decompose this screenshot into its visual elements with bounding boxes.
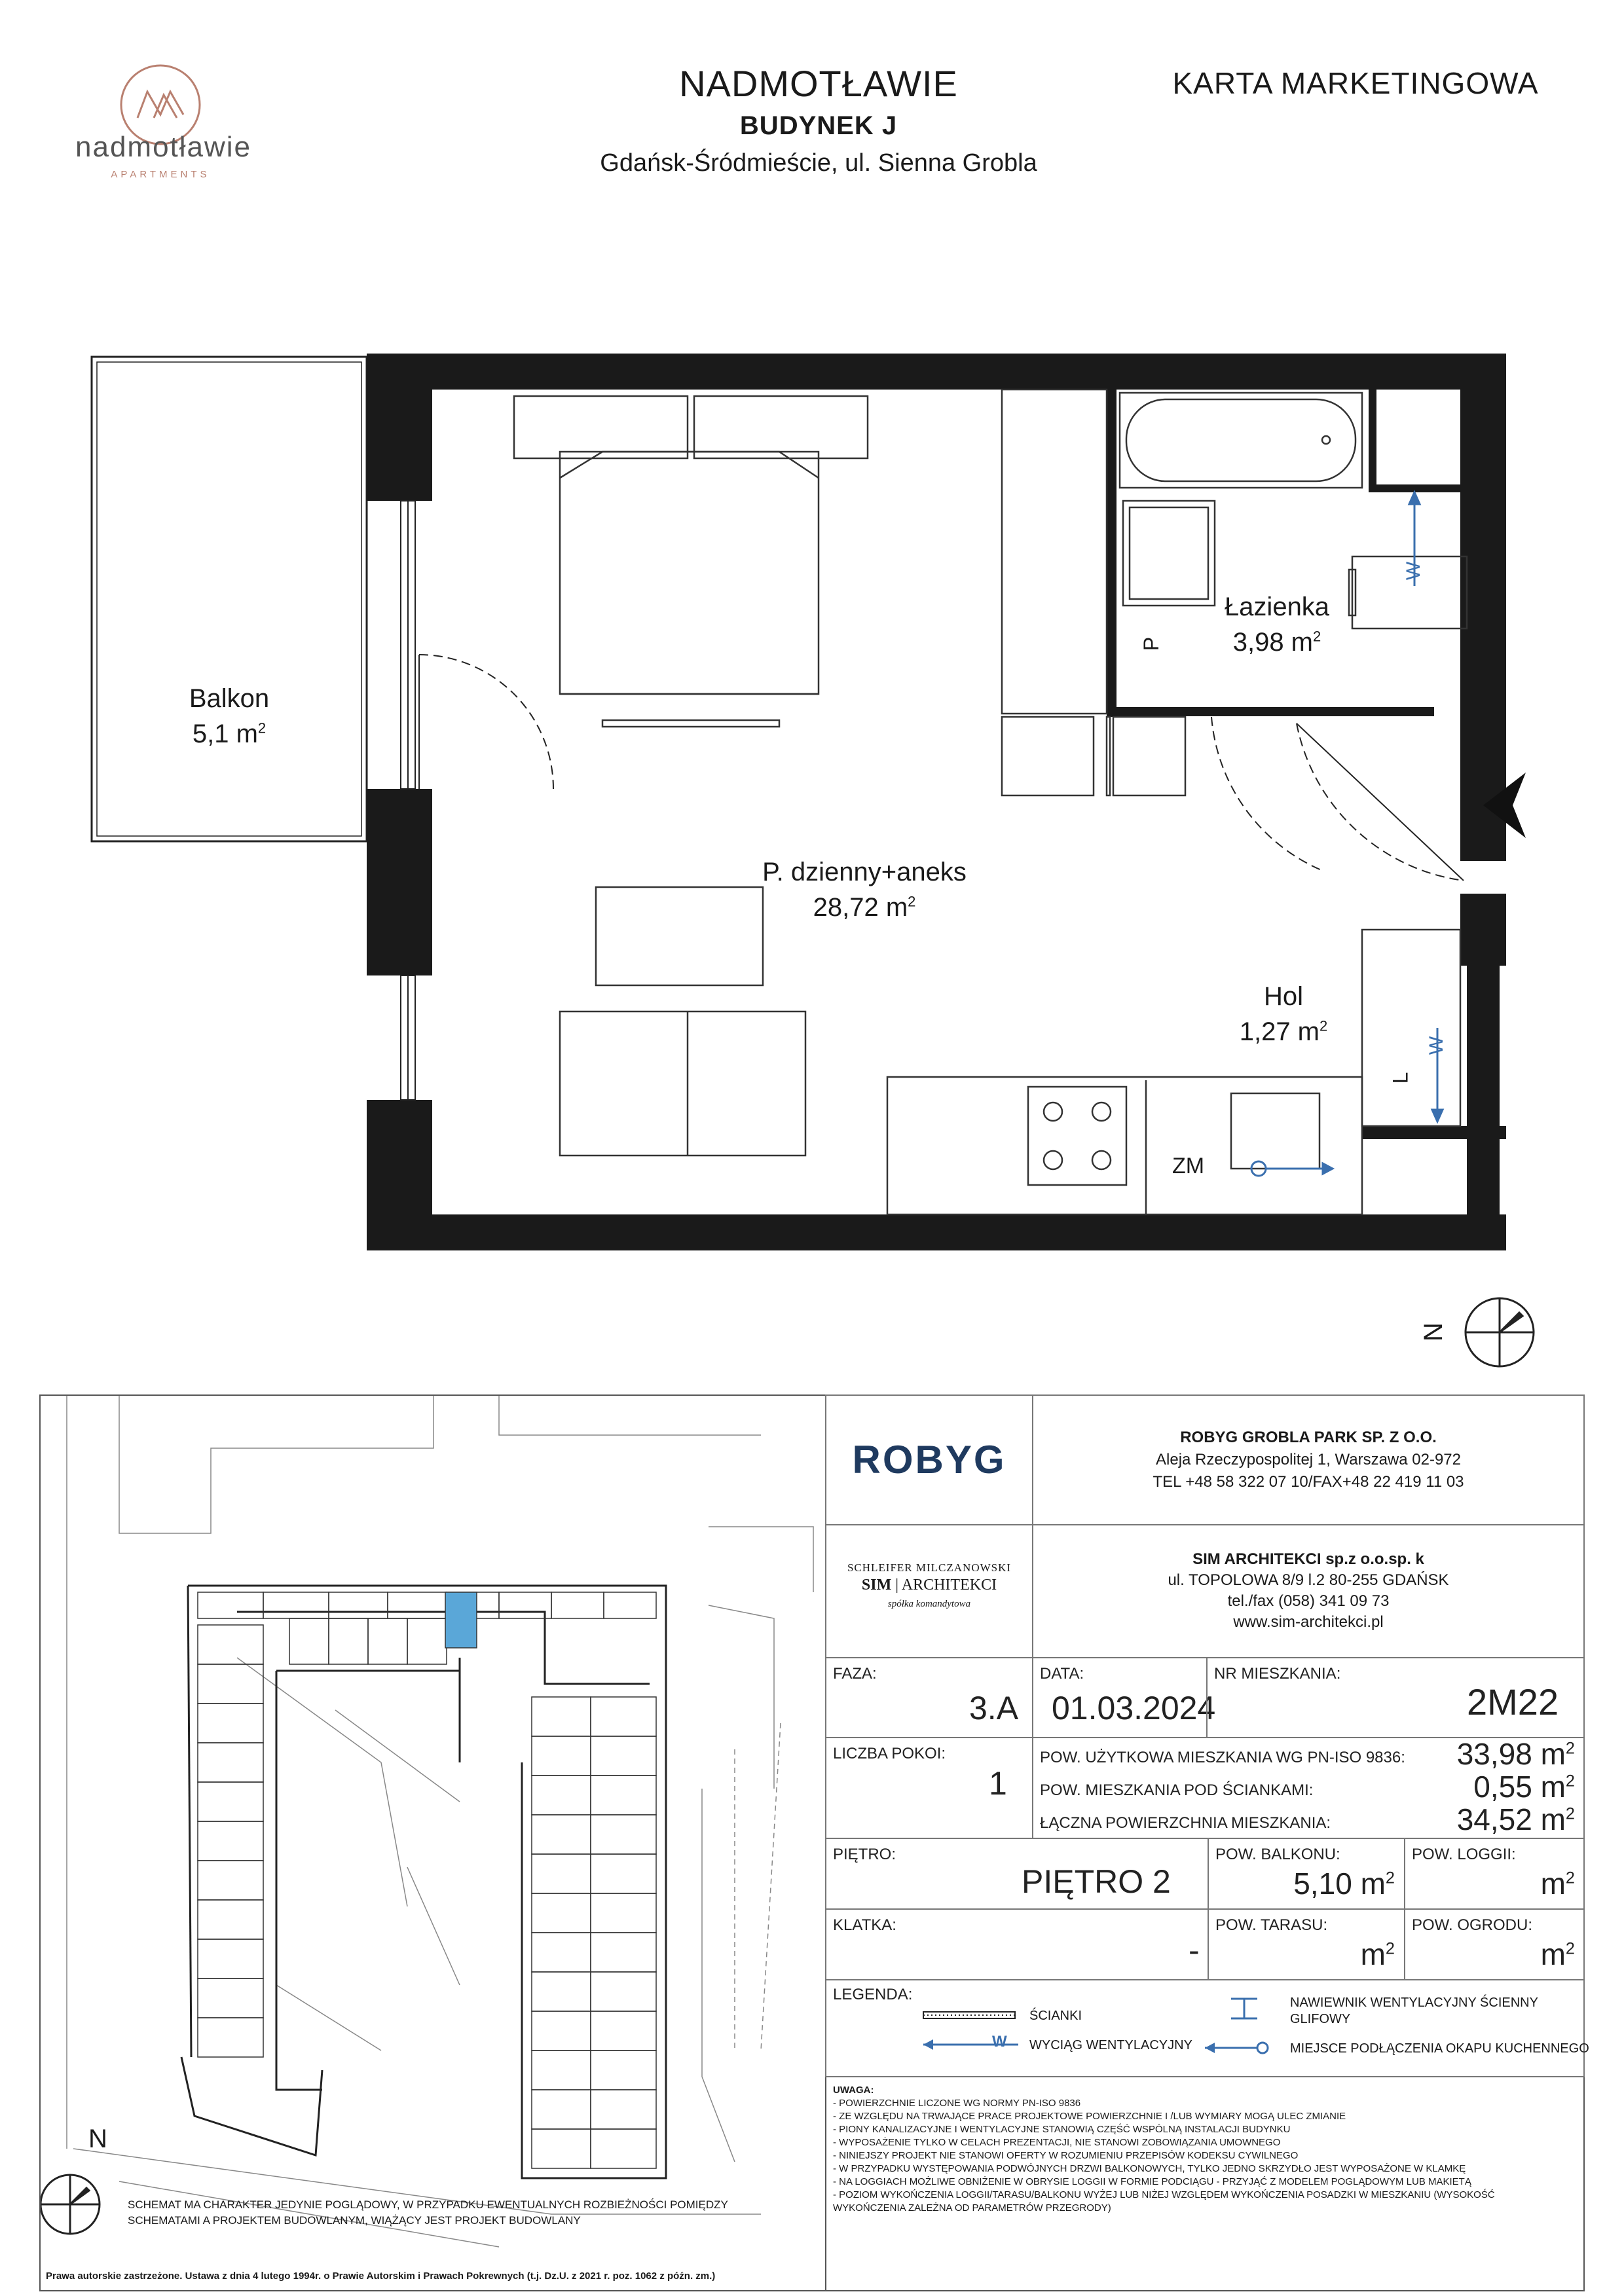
bath-mark-p: P — [1139, 636, 1164, 651]
hall-name: Hol — [1263, 982, 1304, 1011]
balcony-area: 5,1 $m^2$ — [192, 720, 267, 748]
scianki-value: 0,55 $m^2$ — [1473, 1770, 1575, 1804]
balcony-name: Balkon — [189, 684, 270, 713]
data-label: DATA: — [1040, 1665, 1084, 1683]
bed — [514, 396, 868, 727]
architect-logo-line2: SIM | ARCHITEKCI — [861, 1576, 997, 1594]
balkon-label: POW. BALKONU: — [1215, 1846, 1340, 1863]
nr-label: NR MIESZKANIA: — [1214, 1665, 1341, 1683]
pietro-label: PIĘTRO: — [833, 1846, 896, 1863]
hall-label — [1218, 979, 1349, 1049]
note-item: - PIONY KANALIZACYJNE I WENTYLACYJNE STANOWIĄ CZĘŚĆ WSPÓLNĄ INSTALACJI BUDYNKU — [833, 2124, 1291, 2135]
legend-wyciag: WYCIĄG WENTYLACYJNY — [1029, 2038, 1192, 2052]
project-title: NADMOTŁAWIE — [679, 63, 958, 104]
compass-north: N — [1418, 1322, 1448, 1341]
ogrod-label: POW. OGRODU: — [1412, 1916, 1533, 1934]
taras-label: POW. TARASU: — [1215, 1916, 1328, 1934]
legend-inlet-icon — [1231, 1999, 1257, 2018]
compass-rose — [1466, 1298, 1534, 1366]
notes — [833, 2084, 1579, 2215]
site-compass — [41, 2175, 100, 2234]
note-item: - NA LOGGIACH MOŻLIWE OBNIŻENIE W OBRYSIE LOGGII W FORMIE PODCIĄGU - PRZYJĄĆ Z MODELEM POGLĄDOWYM LUB MAKIETĄ — [833, 2176, 1471, 2187]
legend-nawiewnik-2: GLIFOWY — [1290, 2012, 1351, 2026]
site-compass-north: N — [88, 2124, 107, 2153]
legend-hood-icon — [1205, 2043, 1268, 2053]
project-address: Gdańsk-Śródmieście, ul. Sienna Grobla — [600, 149, 1037, 177]
notes-title: UWAGA: — [833, 2085, 874, 2096]
note-item: - POWIERZCHNIE LICZONE WG NORMY PN-ISO 9836 — [833, 2098, 1081, 2109]
architect-logo-arch: ARCHITEKCI — [901, 1576, 997, 1594]
note-item: - WYPOSAŻENIE TYLKO W CELACH PREZENTACJI, NIE STANOWI ZOBOWIĄZANIA UMOWNEGO — [833, 2137, 1281, 2148]
legend-title: LEGENDA: — [833, 1986, 913, 2003]
data-value: 01.03.2024 — [1052, 1690, 1216, 1726]
pokoje-value: 1 — [989, 1765, 1007, 1802]
laczna-label: ŁĄCZNA POWIERZCHNIA MIESZKANIA: — [1040, 1814, 1331, 1832]
site-plan-highlight — [445, 1592, 477, 1648]
wardrobe — [1002, 390, 1107, 714]
klatka-value: - — [1189, 1932, 1200, 1969]
uzytkowa-value: 33,98 $m^2$ — [1456, 1737, 1575, 1771]
copyright: Prawa autorskie zastrzeżone. Ustawa z dnia 4 lutego 1994r. o Prawie Autorskim i Prawach Pokrewnych (t.j. Dz.U. z 2021 r. poz. 1062 z późn. zm.) — [46, 2270, 716, 2282]
loggia-label: POW. LOGGII: — [1412, 1846, 1516, 1863]
architect-info-cell — [1032, 1524, 1585, 1658]
laczna-value: 34,52 $m^2$ — [1456, 1802, 1575, 1836]
bath-area: 3,98 $m^2$ — [1232, 628, 1321, 657]
living-label — [733, 854, 995, 925]
brand-name: nadmotławie — [75, 131, 252, 163]
developer-address: Aleja Rzeczypospolitej 1, Warszawa 02-972 — [1156, 1451, 1461, 1468]
legend-wall-icon — [923, 2012, 1015, 2018]
schemat-note-2: SCHEMATAMI A PROJEKTEM BUDOWLANYM, WIĄŻĄCY JEST PROJEKT BUDOWLANY — [128, 2214, 581, 2227]
doc-type: KARTA MARKETINGOWA — [1172, 66, 1539, 100]
note-item: - POZIOM WYKOŃCZENIA LOGGII/TARASU/BALKONU WYŻEJ LUB NIŻEJ WZGLĘDEM WYKOŃCZENIA POSADZKI W MIESZKANIU (WYSOKOŚĆ — [833, 2189, 1495, 2200]
architect-logo-sim: SIM — [861, 1576, 892, 1594]
building-title: BUDYNEK J — [739, 111, 898, 140]
robyg-logo: ROBYG — [852, 1438, 1006, 1482]
site-plan — [41, 1396, 825, 2290]
balcony-door — [419, 655, 553, 789]
developer-phone: TEL +48 58 322 07 10/FAX+48 22 419 11 03 — [1153, 1473, 1464, 1491]
living-area: 28,72 $m^2$ — [813, 893, 916, 922]
architect-logo-line3: spółka komandytowa — [887, 1599, 971, 1609]
schemat-note-1: SCHEMAT MA CHARAKTER JEDYNIE POGLĄDOWY, W PRZYPADKU EWENTUALNYCH ROZBIEŻNOŚCI POMIĘDZY — [128, 2198, 728, 2211]
architect-address: ul. TOPOLOWA 8/9 l.2 80-255 GDAŃSK — [1168, 1571, 1449, 1589]
uzytkowa-label: POW. UŻYTKOWA MIESZKANIA WG PN-ISO 9836: — [1040, 1749, 1405, 1766]
legend-okap: MIEJSCE PODŁĄCZENIA OKAPU KUCHENNEGO — [1290, 2041, 1589, 2056]
bath-label — [1205, 589, 1349, 660]
ogrod-value: $m^2$ — [1540, 1937, 1575, 1971]
faza-label: FAZA: — [833, 1665, 877, 1683]
architect-phone: tel./fax (058) 341 09 73 — [1227, 1592, 1390, 1610]
note-item: - W PRZYPADKU WYSTĘPOWANIA PODWÓJNYCH DRZWI BALKONOWYCH, TYLKO JEDNO SKRZYDŁO JEST WYPOSAŻONE W KLAMKĘ — [833, 2163, 1466, 2174]
balcony-label — [131, 681, 327, 752]
legend-symbols — [825, 1979, 1585, 2077]
klatka-label: KLATKA: — [833, 1916, 896, 1934]
note-item: - ZE WZGLĘDU NA TRWAJĄCE PRACE PROJEKTOWE POWIERZCHNIE I /LUB WYMIARY MOGĄ ULEC ZMIANIE — [833, 2111, 1346, 2122]
legend-w: W — [992, 2033, 1007, 2050]
architect-logo-line1: SCHLEIFER MILCZANOWSKI — [847, 1561, 1012, 1574]
hall-mark-l: L — [1388, 1072, 1412, 1084]
brand-tag: APARTMENTS — [111, 169, 210, 180]
faza-value: 3.A — [969, 1690, 1019, 1726]
hall-mark-w: W — [1426, 1036, 1448, 1055]
entry-furniture — [1002, 717, 1185, 795]
taras-value: $m^2$ — [1360, 1937, 1395, 1971]
bath-mark-w: W — [1403, 561, 1425, 581]
nr-value: 2M22 — [1467, 1681, 1559, 1722]
balkon-value: 5,10 $m^2$ — [1293, 1867, 1395, 1901]
legend-nawiewnik-1: NAWIEWNIK WENTYLACYJNY ŚCIENNY — [1290, 1995, 1538, 2010]
note-item: - NINIEJSZY PROJEKT NIE STANOWI OFERTY W ROZUMIENIU PRZEPISÓW KODEKSU CYWILNEGO — [833, 2150, 1299, 2161]
legend-scianki: ŚCIANKI — [1029, 2009, 1082, 2023]
architect-name: SIM ARCHITEKCI sp.z o.o.sp. k — [1192, 1550, 1424, 1568]
pokoje-label: LICZBA POKOI: — [833, 1745, 946, 1762]
note-item: WYKOŃCZENIA ZALEŻNA OD PARAMETRÓW PRZEGRODY) — [833, 2202, 1111, 2214]
balcony-outline — [92, 357, 367, 841]
architect-web: www.sim-architekci.pl — [1233, 1613, 1384, 1631]
kitchen-mark-zm: ZM — [1172, 1154, 1205, 1178]
bath-name: Łazienka — [1224, 592, 1330, 621]
developer-name: ROBYG GROBLA PARK SP. Z O.O. — [1180, 1429, 1437, 1446]
loggia-value: $m^2$ — [1540, 1867, 1575, 1901]
living-name: P. dzienny+aneks — [762, 858, 967, 886]
scianki-label: POW. MIESZKANIA POD ŚCIANKAMI: — [1040, 1781, 1314, 1799]
pietro-value: PIĘTRO 2 — [1022, 1863, 1171, 1900]
entrance-door — [1211, 717, 1464, 881]
hall-area: 1,27 $m^2$ — [1239, 1017, 1328, 1046]
